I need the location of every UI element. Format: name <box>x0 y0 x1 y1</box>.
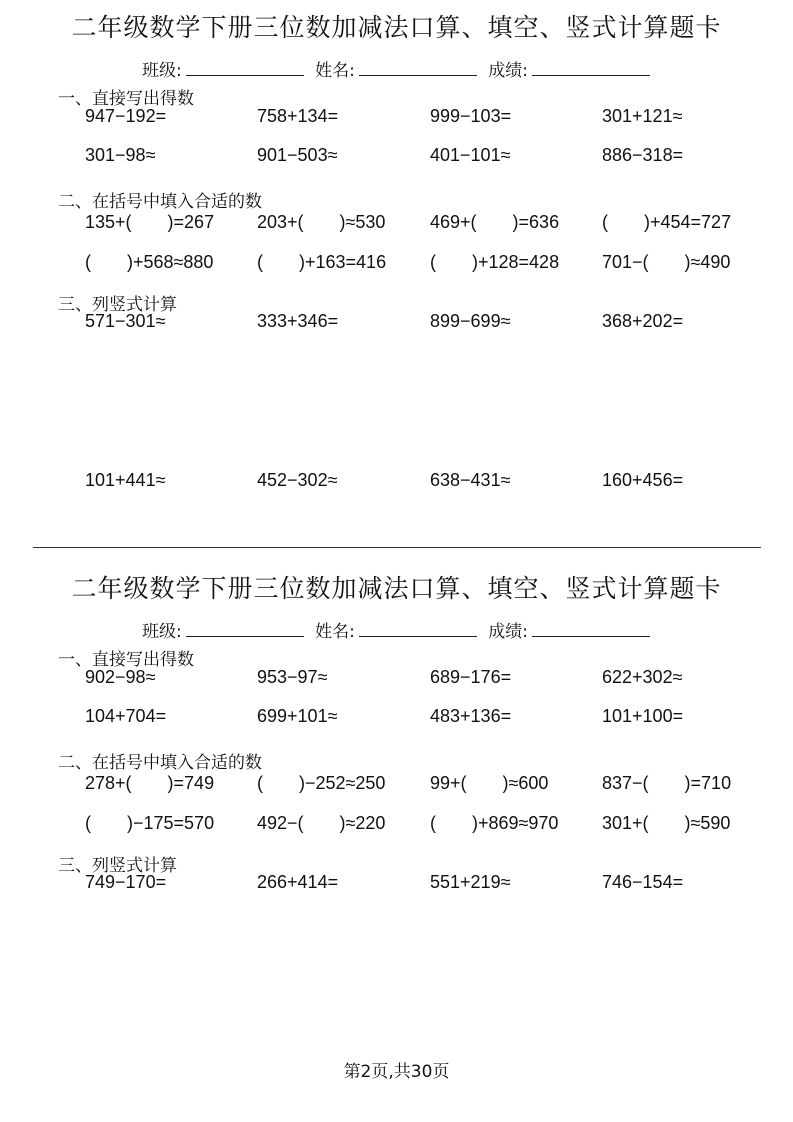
section-heading-fill: 二、在括号中填入合适的数 <box>58 192 262 212</box>
problem: 551+219≈ <box>430 872 511 892</box>
problem: ( )+163=416 <box>257 252 387 272</box>
problem: 746−154= <box>602 872 684 892</box>
section-divider <box>33 547 761 548</box>
section-heading-direct: 一、直接写出得数 <box>58 650 194 670</box>
problem: ( )+454=727 <box>602 212 732 232</box>
problem: 483+136= <box>430 706 512 726</box>
problem: 947−192= <box>85 106 167 126</box>
problem: ( )−252≈250 <box>257 773 386 793</box>
problem: 104+704= <box>85 706 167 726</box>
problem: 699+101≈ <box>257 706 338 726</box>
section-heading-direct: 一、直接写出得数 <box>58 89 194 109</box>
problem: 902−98≈ <box>85 667 156 687</box>
name-blank[interactable] <box>359 61 477 76</box>
problem: 622+302≈ <box>602 667 683 687</box>
problem-row <box>0 769 793 793</box>
problem: 701−( )≈490 <box>602 252 731 272</box>
problem: 278+( )=749 <box>85 773 215 793</box>
worksheet-title: 二年级数学下册三位数加减法口算、填空、竖式计算题卡 <box>71 13 722 42</box>
problem: ( )+128=428 <box>430 252 560 272</box>
class-blank[interactable] <box>186 61 304 76</box>
class-label: 班级: <box>142 622 182 642</box>
problem: 301+121≈ <box>602 106 683 126</box>
problem: 99+( )≈600 <box>430 773 549 793</box>
problem: 101+441≈ <box>85 470 166 490</box>
problem: 689−176= <box>430 667 512 687</box>
student-info-line <box>142 617 656 642</box>
problem: 837−( )=710 <box>602 773 732 793</box>
worksheet-title: 二年级数学下册三位数加减法口算、填空、竖式计算题卡 <box>71 574 722 603</box>
problem: 886−318= <box>602 145 684 165</box>
class-label: 班级: <box>142 61 182 81</box>
problem: ( )+869≈970 <box>430 813 559 833</box>
class-blank[interactable] <box>186 622 304 637</box>
problem-row <box>0 106 793 130</box>
problem: 638−431≈ <box>430 470 511 490</box>
problem: 135+( )=267 <box>85 212 215 232</box>
problem-row <box>0 145 793 169</box>
name-label: 姓名: <box>315 622 355 642</box>
name-label: 姓名: <box>315 61 355 81</box>
problem: 469+( )=636 <box>430 212 560 232</box>
problem-row <box>0 872 793 896</box>
problem-row <box>0 248 793 272</box>
problem: 899−699≈ <box>430 311 511 331</box>
problem-row <box>0 470 793 494</box>
problem: 571−301≈ <box>85 311 166 331</box>
problem: ( )−175=570 <box>85 813 215 833</box>
problem: 953−97≈ <box>257 667 328 687</box>
score-blank[interactable] <box>532 61 650 76</box>
problem: 101+100= <box>602 706 684 726</box>
problem: 301−98≈ <box>85 145 156 165</box>
problem-row <box>0 311 793 335</box>
problem: 492−( )≈220 <box>257 813 386 833</box>
page-footer: 第2页,共30页 <box>343 1062 450 1082</box>
problem: 160+456= <box>602 470 684 490</box>
problem: ( )+568≈880 <box>85 252 214 272</box>
problem: 333+346= <box>257 311 339 331</box>
problem: 401−101≈ <box>430 145 511 165</box>
name-blank[interactable] <box>359 622 477 637</box>
student-info-line <box>142 56 656 81</box>
problem-row <box>0 667 793 691</box>
problem: 901−503≈ <box>257 145 338 165</box>
problem: 368+202= <box>602 311 684 331</box>
score-label: 成绩: <box>488 61 529 81</box>
problem: 266+414= <box>257 872 339 892</box>
problem-row <box>0 809 793 833</box>
section-heading-vertical: 三、列竖式计算 <box>58 856 177 876</box>
section-heading-vertical: 三、列竖式计算 <box>58 295 177 315</box>
problem: 452−302≈ <box>257 470 338 490</box>
problem: 758+134= <box>257 106 339 126</box>
score-blank[interactable] <box>532 622 650 637</box>
problem: 999−103= <box>430 106 512 126</box>
problem-row <box>0 706 793 730</box>
problem-row <box>0 208 793 232</box>
problem: 749−170= <box>85 872 167 892</box>
section-heading-fill: 二、在括号中填入合适的数 <box>58 753 262 773</box>
problem: 301+( )≈590 <box>602 813 731 833</box>
problem: 203+( )≈530 <box>257 212 386 232</box>
score-label: 成绩: <box>488 622 529 642</box>
